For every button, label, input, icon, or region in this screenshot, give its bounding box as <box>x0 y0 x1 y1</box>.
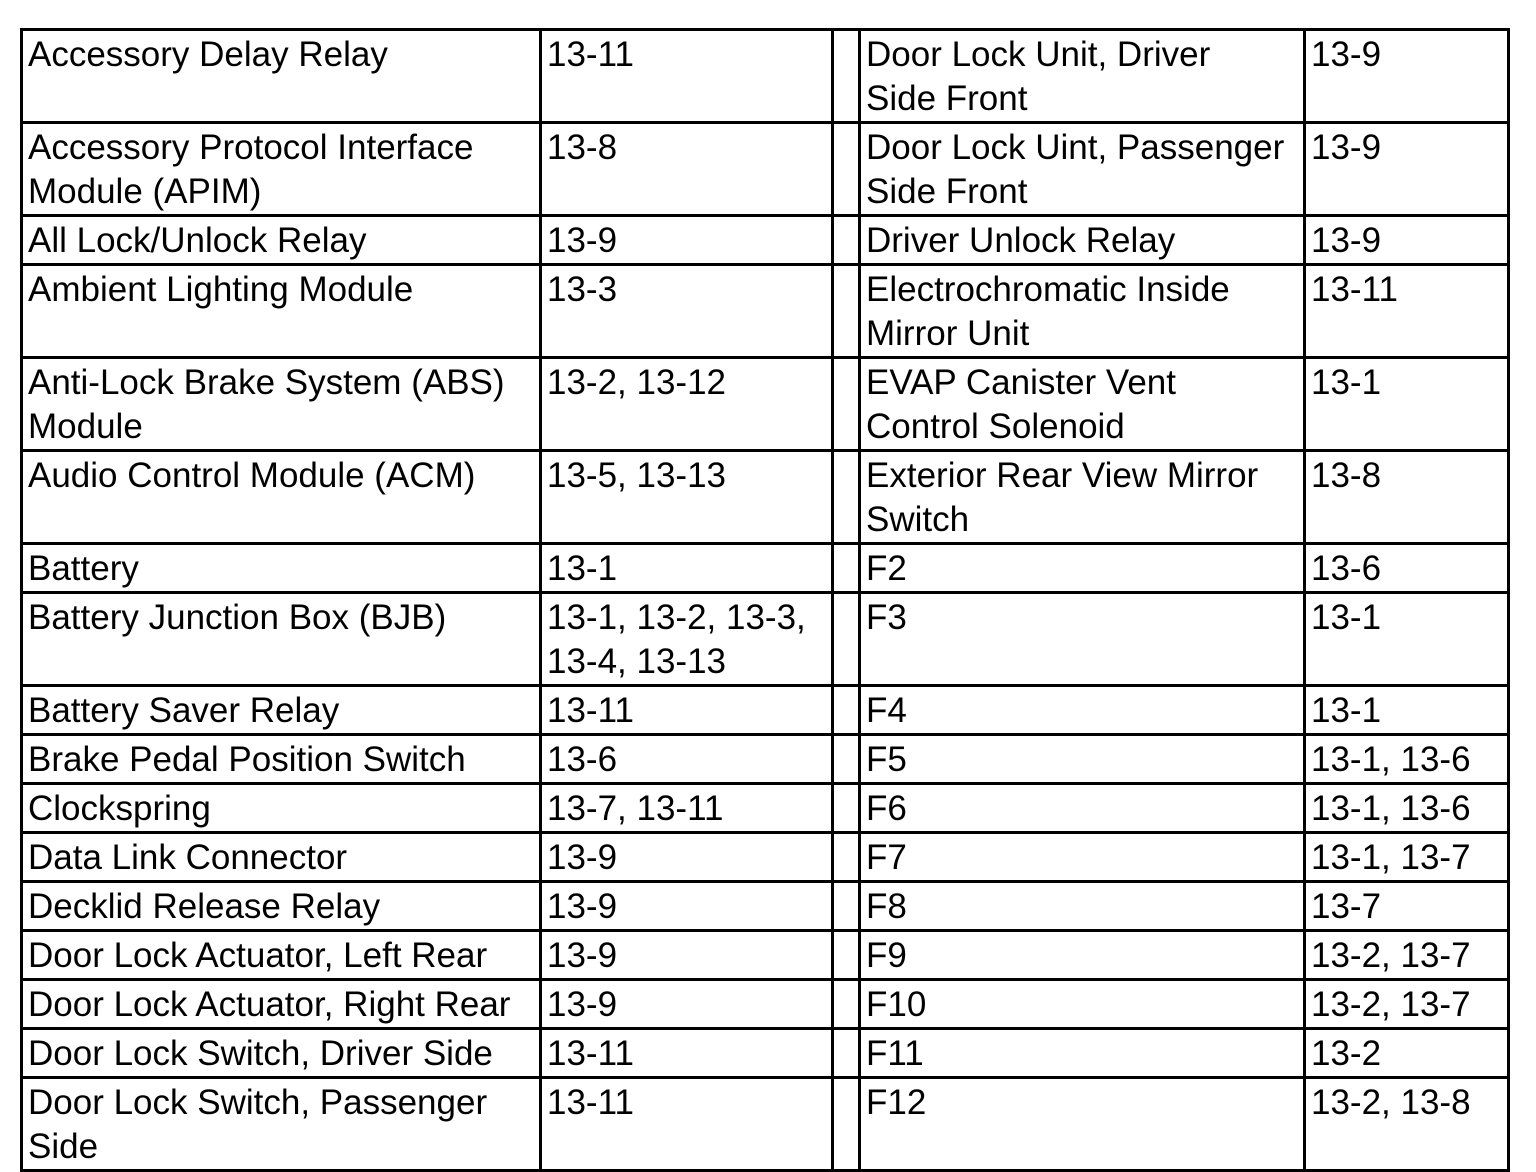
cell-text-line: Decklid Release Relay <box>28 887 381 926</box>
component-name-cell <box>22 931 541 980</box>
column-gap <box>833 980 860 1029</box>
cell-text-line: Ambient Lighting Module <box>28 270 414 309</box>
page-reference-cell <box>541 882 833 931</box>
component-name-cell <box>22 216 541 265</box>
cell-text-line: 13-6 <box>1311 549 1382 588</box>
column-gap <box>833 882 860 931</box>
cell-text-line: 13-2, 13-12 <box>547 363 727 402</box>
table-row <box>22 544 1509 593</box>
cell-text-line: Clockspring <box>28 789 211 828</box>
cell-text-line: Door Lock Actuator, Right Rear <box>28 985 511 1024</box>
page-reference-cell <box>1305 882 1509 931</box>
component-name-cell <box>860 216 1305 265</box>
page-reference-cell <box>1305 216 1509 265</box>
cell-text-line: 13-9 <box>1311 35 1382 74</box>
cell-text-line: F3 <box>866 598 907 637</box>
page-reference-cell <box>1305 1078 1509 1171</box>
table-row <box>22 882 1509 931</box>
cell-text-line: 13-8 <box>547 128 618 167</box>
cell-text-line: F5 <box>866 740 907 779</box>
cell-text-line: Door Lock Unit, Driver <box>866 35 1211 74</box>
cell-text-line: 13-11 <box>547 1083 634 1122</box>
table-row <box>22 784 1509 833</box>
cell-text-line: F9 <box>866 936 907 975</box>
component-name-cell <box>860 980 1305 1029</box>
page-reference-cell <box>541 544 833 593</box>
page-reference-cell <box>1305 544 1509 593</box>
table-body <box>22 30 1509 1171</box>
component-name-cell <box>860 1078 1305 1171</box>
page-reference-cell <box>541 593 833 686</box>
column-gap <box>833 784 860 833</box>
cell-text-line: Door Lock Switch, Passenger <box>28 1083 488 1122</box>
cell-text-line: F7 <box>866 838 907 877</box>
cell-text-line: Battery Junction Box (BJB) <box>28 598 447 637</box>
component-name-cell <box>22 1029 541 1078</box>
column-gap <box>833 833 860 882</box>
page-reference-cell <box>1305 30 1509 123</box>
table-row <box>22 1029 1509 1078</box>
cell-text-line: 13-2, 13-7 <box>1311 936 1471 975</box>
cell-text-line: All Lock/Unlock Relay <box>28 221 367 260</box>
cell-text-line: Electrochromatic Inside <box>866 270 1230 309</box>
cell-text-line: 13-1 <box>547 549 618 588</box>
cell-text-line: Accessory Delay Relay <box>28 35 388 74</box>
page-reference-cell <box>541 1029 833 1078</box>
table-row <box>22 931 1509 980</box>
component-index-table <box>20 28 1510 1172</box>
page-reference-cell <box>1305 980 1509 1029</box>
column-gap <box>833 593 860 686</box>
component-name-cell <box>22 123 541 216</box>
table-row <box>22 980 1509 1029</box>
component-name-cell <box>22 544 541 593</box>
cell-text-line: 13-9 <box>547 221 618 260</box>
cell-text-line: F8 <box>866 887 907 926</box>
column-gap <box>833 358 860 451</box>
cell-text-line: 13-1 <box>1311 598 1382 637</box>
cell-text-line: Side <box>28 1127 99 1166</box>
component-name-cell <box>860 30 1305 123</box>
component-name-cell <box>22 30 541 123</box>
column-gap <box>833 216 860 265</box>
cell-text-line: 13-9 <box>1311 221 1382 260</box>
column-gap <box>833 30 860 123</box>
page-reference-cell <box>1305 593 1509 686</box>
page-reference-cell <box>1305 265 1509 358</box>
table-row <box>22 593 1509 686</box>
component-name-cell <box>22 451 541 544</box>
cell-text-line: 13-9 <box>1311 128 1382 167</box>
page-reference-cell <box>541 265 833 358</box>
cell-text-line: Audio Control Module (ACM) <box>28 456 476 495</box>
component-name-cell <box>860 686 1305 735</box>
column-gap <box>833 931 860 980</box>
column-gap <box>833 1078 860 1171</box>
page-reference-cell <box>541 735 833 784</box>
page-reference-cell <box>1305 931 1509 980</box>
cell-text-line: 13-11 <box>547 1034 634 1073</box>
cell-text-line: Door Lock Uint, Passenger <box>866 128 1285 167</box>
page-reference-cell <box>1305 686 1509 735</box>
table-row <box>22 1078 1509 1171</box>
cell-text-line: Exterior Rear View Mirror <box>866 456 1259 495</box>
cell-text-line: 13-2, 13-7 <box>1311 985 1471 1024</box>
cell-text-line: Battery Saver Relay <box>28 691 340 730</box>
cell-text-line: Driver Unlock Relay <box>866 221 1176 260</box>
cell-text-line: Side Front <box>866 172 1028 211</box>
cell-text-line: 13-1, 13-7 <box>1311 838 1471 877</box>
table-row <box>22 358 1509 451</box>
cell-text-line: Module (APIM) <box>28 172 262 211</box>
column-gap <box>833 123 860 216</box>
table-row <box>22 265 1509 358</box>
component-name-cell <box>22 593 541 686</box>
component-name-cell <box>860 593 1305 686</box>
cell-text-line: Brake Pedal Position Switch <box>28 740 466 779</box>
cell-text-line: F11 <box>866 1034 924 1073</box>
cell-text-line: F4 <box>866 691 907 730</box>
column-gap <box>833 544 860 593</box>
cell-text-line: 13-3 <box>547 270 618 309</box>
cell-text-line: 13-4, 13-13 <box>547 642 727 681</box>
table-row <box>22 735 1509 784</box>
page-reference-cell <box>1305 1029 1509 1078</box>
component-name-cell <box>860 265 1305 358</box>
cell-text-line: 13-9 <box>547 887 618 926</box>
cell-text-line: Door Lock Actuator, Left Rear <box>28 936 488 975</box>
page-reference-cell <box>541 980 833 1029</box>
column-gap <box>833 735 860 784</box>
cell-text-line: 13-9 <box>547 838 618 877</box>
cell-text-line: 13-2 <box>1311 1034 1382 1073</box>
cell-text-line: 13-11 <box>547 35 634 74</box>
page-reference-cell <box>541 358 833 451</box>
cell-text-line: Switch <box>866 500 970 539</box>
cell-text-line: 13-1, 13-2, 13-3, <box>547 598 806 637</box>
cell-text-line: 13-9 <box>547 985 618 1024</box>
component-name-cell <box>22 1078 541 1171</box>
cell-text-line: 13-7 <box>1311 887 1382 926</box>
page-reference-cell <box>1305 784 1509 833</box>
component-name-cell <box>22 265 541 358</box>
cell-text-line: 13-1 <box>1311 691 1382 730</box>
cell-text-line: F10 <box>866 985 927 1024</box>
column-gap <box>833 1029 860 1078</box>
table-row <box>22 216 1509 265</box>
page-reference-cell <box>1305 451 1509 544</box>
table-row <box>22 686 1509 735</box>
cell-text-line: 13-6 <box>547 740 618 779</box>
cell-text-line: 13-9 <box>547 936 618 975</box>
cell-text-line: 13-1 <box>1311 363 1382 402</box>
column-gap <box>833 265 860 358</box>
page-reference-cell <box>1305 833 1509 882</box>
page-reference-cell <box>541 686 833 735</box>
page-reference-cell <box>541 30 833 123</box>
cell-text-line: Battery <box>28 549 139 588</box>
cell-text-line: 13-11 <box>547 691 634 730</box>
page-reference-cell <box>1305 358 1509 451</box>
component-name-cell <box>860 882 1305 931</box>
component-name-cell <box>860 833 1305 882</box>
component-name-cell <box>22 882 541 931</box>
cell-text-line: 13-1, 13-6 <box>1311 789 1471 828</box>
cell-text-line: F12 <box>866 1083 927 1122</box>
cell-text-line: 13-2, 13-8 <box>1311 1083 1471 1122</box>
component-name-cell <box>860 1029 1305 1078</box>
table-row <box>22 833 1509 882</box>
cell-text-line: EVAP Canister Vent <box>866 363 1176 402</box>
table-row <box>22 123 1509 216</box>
cell-text-line: Door Lock Switch, Driver Side <box>28 1034 493 1073</box>
table-row <box>22 30 1509 123</box>
component-name-cell <box>22 784 541 833</box>
component-name-cell <box>22 686 541 735</box>
cell-text-line: F6 <box>866 789 907 828</box>
page-reference-cell <box>541 216 833 265</box>
page-reference-cell <box>541 451 833 544</box>
cell-text-line: Anti-Lock Brake System (ABS) <box>28 363 505 402</box>
component-name-cell <box>22 358 541 451</box>
cell-text-line: Data Link Connector <box>28 838 348 877</box>
component-name-cell <box>860 735 1305 784</box>
component-name-cell <box>22 980 541 1029</box>
cell-text-line: 13-5, 13-13 <box>547 456 727 495</box>
page-reference-cell <box>1305 735 1509 784</box>
component-name-cell <box>860 358 1305 451</box>
cell-text-line: Accessory Protocol Interface <box>28 128 474 167</box>
component-name-cell <box>22 833 541 882</box>
component-name-cell <box>860 931 1305 980</box>
page-reference-cell <box>541 784 833 833</box>
cell-text-line: Mirror Unit <box>866 314 1030 353</box>
component-name-cell <box>860 544 1305 593</box>
cell-text-line: 13-7, 13-11 <box>547 789 724 828</box>
column-gap <box>833 686 860 735</box>
cell-text-line: 13-8 <box>1311 456 1382 495</box>
cell-text-line: Control Solenoid <box>866 407 1125 446</box>
page-reference-cell <box>541 833 833 882</box>
cell-text-line: F2 <box>866 549 907 588</box>
cell-text-line: Side Front <box>866 79 1028 118</box>
page-reference-cell <box>541 1078 833 1171</box>
page-reference-cell <box>541 123 833 216</box>
cell-text-line: Module <box>28 407 143 446</box>
column-gap <box>833 451 860 544</box>
page-reference-cell <box>1305 123 1509 216</box>
component-name-cell <box>860 451 1305 544</box>
component-name-cell <box>860 784 1305 833</box>
page-reference-cell <box>541 931 833 980</box>
component-name-cell <box>860 123 1305 216</box>
component-name-cell <box>22 735 541 784</box>
cell-text-line: 13-1, 13-6 <box>1311 740 1471 779</box>
table-row <box>22 451 1509 544</box>
cell-text-line: 13-11 <box>1311 270 1398 309</box>
